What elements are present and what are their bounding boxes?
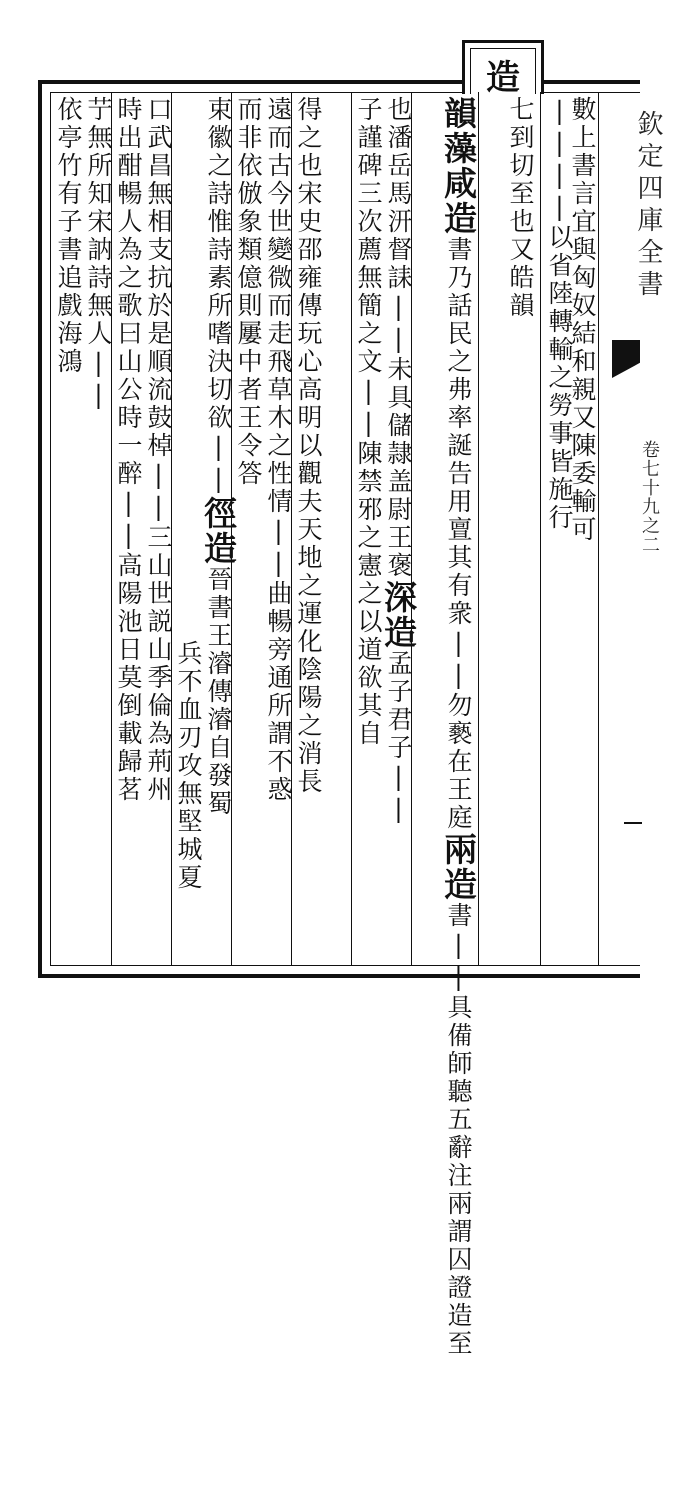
text-column-7: 得之也宋史邵雍傳玩心高明以觀夫天地之運化陰陽之消長 [294,96,323,796]
text-column-11: 兵不血刃攻無堅城夏 [174,640,203,892]
headword-jingzao: 徑造 [199,496,238,566]
headword-liangzao: 兩造 [439,832,478,902]
text-column-12: 口武昌無相支抗於是順流鼓棹||三山世説山季倫為荊州 [144,96,173,804]
edge-juan-number: 卷七十九之二 [639,440,660,554]
text-column-4 [439,96,478,1358]
text-column-1: 數上書言宜與匈奴結和親又陳委輸可 [568,96,597,544]
edge-book-title: 欽定四庫全書 [633,110,663,302]
column-divider [478,92,479,966]
text-column-8: 遠而古今世變微而走飛草木之性情||曲暢旁通所謂不惑 [264,96,293,804]
column-divider [351,92,352,966]
column-6-text: 子謹碑三次薦無簡之文||陳禁邪之憲 [354,96,383,580]
column-5-tail: 孟子君子|| [384,650,413,826]
column-4-text: 書乃話民之弗率誕告用亶其有衆||勿褻在王庭 [444,236,473,832]
column-5-text: 也潘岳馬汧督誄||未具儲隷盖尉王褒 [384,96,413,580]
edge-strip-line [598,92,599,966]
text-column-15: 依亭竹有子書追戲海鴻 [54,96,83,376]
column-4-text-b: 書||具備師聽五辭注兩謂囚證造至 [444,902,473,1358]
text-column-6 [354,96,382,966]
column-6-tail: 之以道欲其自 [354,580,383,748]
text-column-13: 時出酣暢人為之歌曰山公時一醉||高陽池日莫倒載歸茗 [114,96,143,804]
column-divider [540,92,541,966]
text-column-10 [199,96,238,966]
headword-shenzao: 深造 [379,580,418,650]
column-2-text: ||||以省陸轉輸之勞事皆施行 [545,96,574,532]
headword-yunzao: 韻藻咸造 [439,96,478,236]
text-column-14: 艼無所知宋訥詩無人|| [84,96,113,412]
column-10-tail: 晉書王濬傳濬自發蜀 [204,566,233,818]
text-column-3: 七到切至也又皓韻 [506,96,535,320]
text-column-2 [545,96,573,966]
edge-tick-mark [624,822,642,824]
header-tab-char: 造 [486,58,520,98]
text-column-9: 而非依倣象類億則屢中者王令答 [234,96,263,488]
text-column-5 [379,96,418,966]
column-10-text: 束徽之詩惟詩素所嗜決切欲|| [204,96,233,496]
